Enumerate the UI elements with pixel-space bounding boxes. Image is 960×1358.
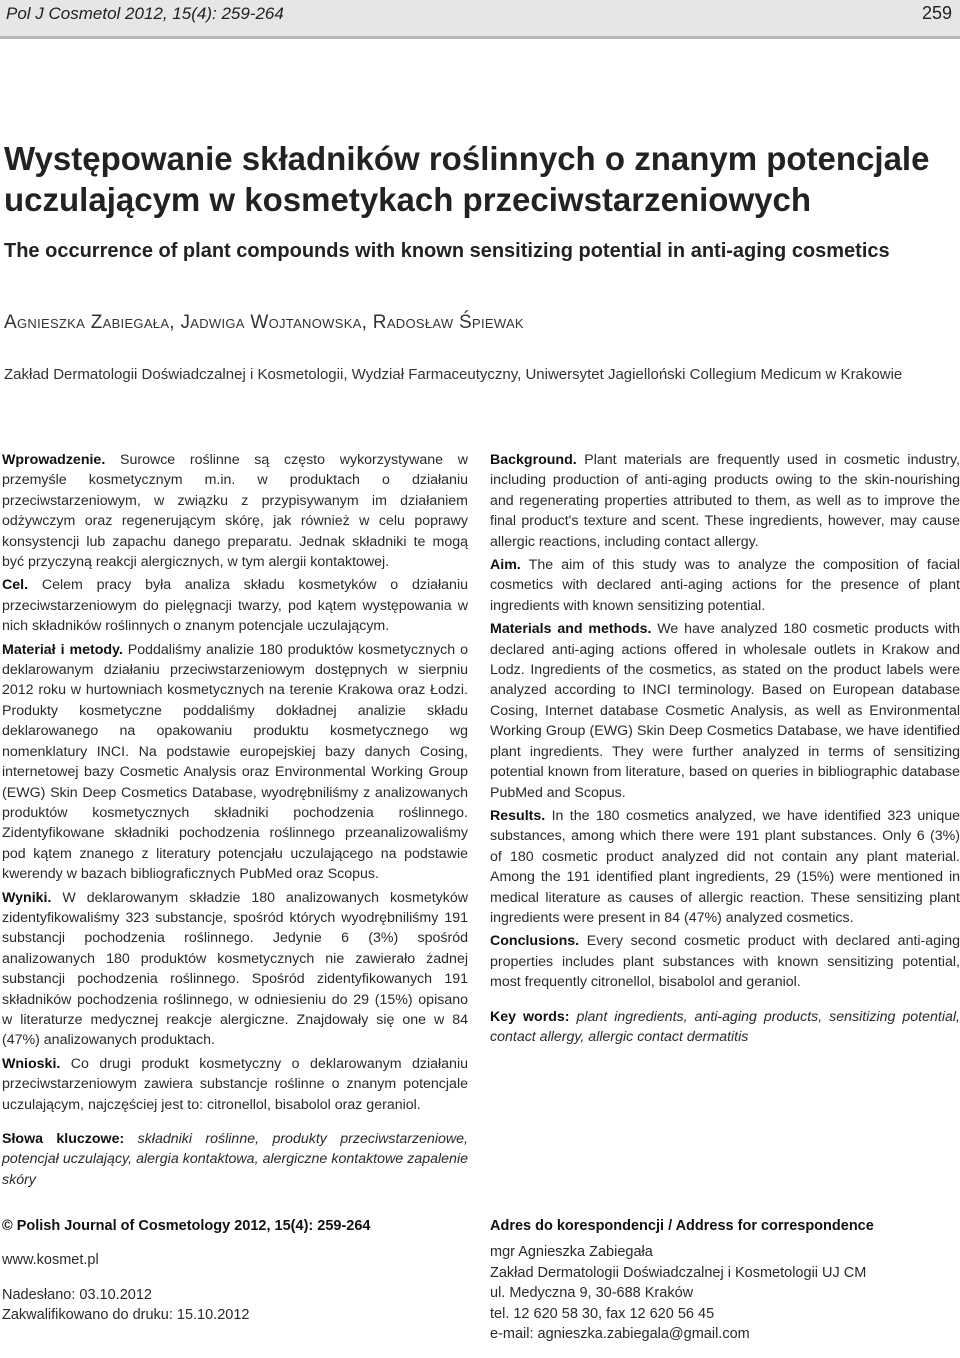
section-text: We have analyzed 180 cosmetic products with declared anti-aging actions offered in wholesale outlets in Krakow and Lodz. Ingredients of the cosmetics, as stated on the product labels were analyzed according to INCI terminology. Based on European database Cosing, Internet database Cosmetic Analysis, as well as Environmental Working Group (EWG) Skin Deep Cosmetics Database, we have identified plant ingredients. They were further analyzed in terms of sensitizing potential known from literature, based on queries in bibliographic database PubMed and Scopus. [490, 621, 960, 801]
journal-citation: Pol J Cosmetol 2012, 15(4): 259-264 [6, 4, 284, 23]
section-label: Results. [490, 807, 546, 824]
section-label: Aim. [490, 557, 521, 574]
affiliation: Zakład Dermatologii Doświadczalnej i Kosmetologii, Wydział Farmaceutyczny, Uniwersytet Jagielloński Collegium Medicum w Krakowie [4, 366, 903, 383]
section-label: Background. [490, 452, 577, 468]
section-label: Wnioski. [2, 1055, 61, 1072]
abstract-en [490, 450, 960, 1050]
section-label: Materials and methods. [490, 621, 652, 638]
corr-email[interactable]: e-mail: agnieszka.zabiegala@gmail.com [490, 1326, 750, 1343]
section-text: Co drugi produkt kosmetyczny o deklarowanym działaniu przeciwstarzeniowym zawiera substancje roślinne o znanym potencjale uczulającym, najczęściej jest to: citronellol, bisabolol oraz geraniol. [2, 1055, 468, 1113]
section-text: Poddaliśmy analizie 180 produktów kosmetycznych o deklarowanym działaniu przeciwstarzeniowym dostępnych w sierpniu 2012 roku w hurtowniach kosmetycznych na terenie Krakowa oraz Łodzi. Produkty kosmetyczne poddaliśmy dokładnej analizie składu deklarowanego na opakowaniu produktu kosmetycznego wg nomenklatury INCI. Na podstawie europejskiej bazy danych Cosing, internetowej bazy Cosmetic Analysis oraz Environmental Working Group (EWG) Skin Deep Cosmetics Database, wyodrębniliśmy z analizowanych produktów kosmetycznych składniki pochodzenia roślinnego. Zidentyfikowane składniki pochodzenia roślinnego przeanalizowaliśmy pod kątem znanego z literatury potencjału uczulającego na podstawie kwerendy w bazach bibliograficznych PubMed oraz Scopus. [2, 641, 468, 883]
corr-name: mgr Agnieszka Zabiegała [490, 1244, 653, 1261]
keywords-label: Key words: [490, 1008, 570, 1025]
copyright-line: © Polish Journal of Cosmetology 2012, 15(4): 259-264 [2, 1218, 371, 1234]
journal-header-band [0, 0, 960, 39]
publication-info [2, 1216, 468, 1326]
section-label: Cel. [2, 577, 29, 594]
corr-street: ul. Medyczna 9, 30-688 Kraków [490, 1285, 694, 1302]
section-text: Every second cosmetic product with declared anti-aging properties includes plant substances with known sensitizing potential, most frequently citronellol, bisabolol and geraniol. [490, 933, 960, 991]
section-text: Plant materials are frequently used in cosmetic industry, including production of anti-aging products owing to the skin-nourishing and regenerating properties attributed to them, as well as to improve the final product's texture and scent. These ingredients, however, may cause allergic reactions, including contact allergy. [490, 452, 960, 550]
keywords-text: składniki roślinne, produkty przeciwstarzeniowe, potencjał uczulający, alergia kontaktowa, alergiczne kontaktowe zapalenie skóry [2, 1131, 468, 1188]
correspondence-block [490, 1216, 960, 1344]
abstract-en-aim [490, 555, 960, 616]
abstract-en-results [490, 806, 960, 928]
abstract-pl-aim [2, 575, 468, 636]
abstract-pl [2, 450, 468, 1193]
authors: Agnieszka Zabiegała, Jadwiga Wojtanowska, Radosław Śpiewak [4, 312, 524, 333]
page-number: 259 [921, 3, 952, 23]
article-title-pl: Występowanie składników roślinnych o znanym potencjale uczulającym w kosmetykach przeciwstarzeniowych [4, 140, 930, 218]
abstract-en-keywords [490, 1007, 960, 1048]
corr-department: Zakład Dermatologii Doświadczalnej i Kosmetologii UJ CM [490, 1264, 867, 1281]
corr-phone: tel. 12 620 58 30, fax 12 620 56 45 [490, 1305, 715, 1322]
keywords-label: Słowa kluczowe: [2, 1131, 125, 1147]
abstract-en-methods [490, 619, 960, 803]
received-date: Nadesłano: 03.10.2012 [2, 1286, 152, 1303]
abstract-en-background [490, 450, 960, 552]
section-text: Surowce roślinne są często wykorzystywane w przemyśle kosmetycznym m.in. w produktach o działaniu przeciwstarzeniowym, w związku z przypisywanym im działaniem odżywczym oraz regenerującym skórę, jak również w celu poprawy konsystencji lub zapachu danego preparatu. Jednak składniki te mogą być przyczyną reakcji alergicznych, w tym alergii kontaktowej. [2, 452, 468, 571]
abstract-en-conclusions [490, 931, 960, 992]
section-text: In the 180 cosmetics analyzed, we have identified 323 unique substances, among which there were 191 plant substances. Only 6 (3%) of 180 cosmetic product analyzed did not contain any plant material. Among the 191 identified plant ingredients, 29 (15%) were mentioned in medical literature as causes of allergic reaction. These sensitizing plant ingredients were present in 84 (47%) analyzed cosmetics. [490, 807, 960, 926]
website-link[interactable]: www.kosmet.pl [2, 1252, 99, 1269]
section-label: Conclusions. [490, 933, 580, 950]
section-text: Celem pracy była analiza składu kosmetyków o działaniu przeciwstarzeniowym do pielęgnacji twarzy, pod kątem występowania w nich składników roślinnych o znanym potencjale uczulającym. [2, 577, 468, 635]
abstract-pl-intro [2, 450, 468, 572]
section-label: Wyniki. [2, 889, 52, 906]
article-title-en: The occurrence of plant compounds with known sensitizing potential in anti-aging cosmetics [4, 240, 890, 262]
section-label: Wprowadzenie. [2, 452, 106, 468]
abstract-pl-keywords [2, 1129, 468, 1190]
accepted-date: Zakwalifikowano do druku: 15.10.2012 [2, 1307, 250, 1324]
section-text: W deklarowanym składzie 180 analizowanych kosmetyków zidentyfikowaliśmy 323 substancje, spośród których wyodrębniliśmy 191 substancji pochodzenia roślinnego. Jedynie 6 (3%) spośród analizowanych 180 produktów kosmetycznych nie zawierało żadnej substancji pochodzenia roślinnego. Spośród zidentyfikowanych 191 składników pochodzenia roślinnego, w odniesieniu do 29 (15%) opisano w literaturze medycznej reakcje alergiczne. Znajdowały się one w 84 (47%) analizowanych produktach. [2, 889, 468, 1049]
section-text: The aim of this study was to analyze the composition of facial cosmetics with declared anti-aging actions for the presence of plant ingredients with known sensitizing potential. [490, 557, 960, 614]
abstract-pl-conclusions [2, 1054, 468, 1115]
abstract-pl-results [2, 888, 468, 1051]
correspondence-title: Adres do korespondencji / Address for correspondence [490, 1218, 874, 1234]
section-label: Materiał i metody. [2, 641, 123, 658]
keywords-text: plant ingredients, anti-aging products, sensitizing potential, contact allergy, allergic contact dermatitis [490, 1008, 960, 1045]
abstract-pl-methods [2, 640, 468, 885]
